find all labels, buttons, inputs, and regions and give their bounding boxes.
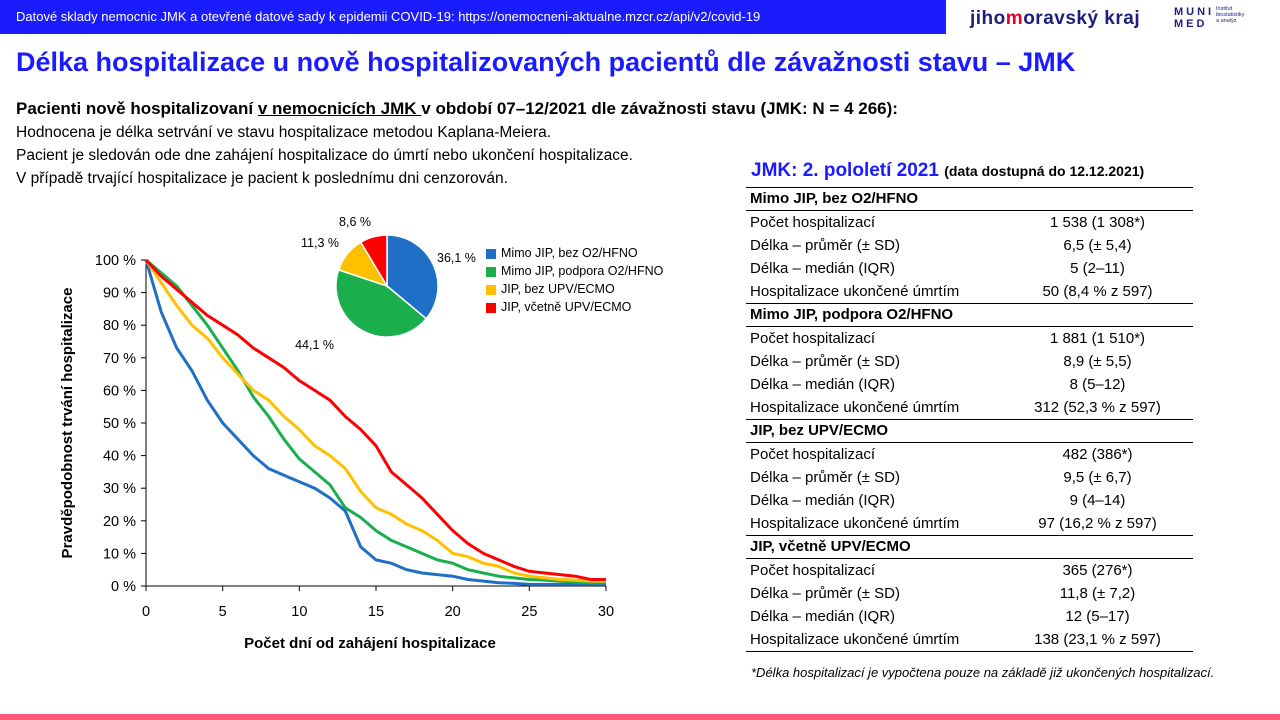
med-text: MED [1174,18,1208,30]
y-tick-label: 30 % [102,481,136,498]
row-value: 138 (23,1 % z 597) [1034,631,1161,648]
row-value: 9,5 (± 6,7) [1063,469,1132,486]
table-row [746,234,1193,257]
group-head-jip-vcetne-upv: JIP, včetně UPV/ECMO [746,536,1193,559]
x-tick-label: 15 [367,604,385,620]
y-tick-label: 20 % [102,513,136,530]
km-chart [0,190,730,660]
legend-entry: JIP, včetně UPV/ECMO [501,300,632,314]
row-label: Hospitalizace ukončené úmrtím [750,515,960,532]
row-label: Délka – medián (IQR) [750,260,896,277]
stats-panel-note: (data dostupná do 12.12.2021) [944,163,1145,179]
pie-value-label: 8,6 % [339,215,371,229]
row-value: 8 (5–12) [1069,376,1126,393]
y-tick-label: 10 % [102,546,136,563]
table-row [746,373,1193,396]
row-value: 5 (2–11) [1070,260,1125,277]
row-label: Délka – průměr (± SD) [750,469,900,486]
row-label: Délka – medián (IQR) [750,608,896,625]
x-tick-label: 5 [218,604,227,620]
row-value: 6,5 (± 5,4) [1063,237,1132,254]
group-head-mimo-jip-podpora-o2: Mimo JIP, podpora O2/HFNO [746,304,1193,327]
x-tick-label: 25 [521,604,538,620]
page-title: Délka hospitalizace u nově hospitalizovaných pacientů dle závažnosti stavu – JMK [16,47,1076,77]
table-row [746,350,1193,373]
table-row [746,559,1193,582]
subtitle [16,99,898,119]
legend-swatch [486,249,496,259]
row-label: Hospitalizace ukončené úmrtím [750,283,960,300]
jmk-logo-pre: jiho [970,8,1006,29]
y-tick-label: 90 % [102,285,136,302]
group-head-jip-bez-upv: JIP, bez UPV/ECMO [746,420,1193,443]
stats-table [746,187,1193,652]
table-row [746,582,1193,605]
x-tick-label: 0 [141,604,151,620]
legend-swatch [486,267,496,277]
y-axis-label: Pravděpodobnost trvání hospitalizace [59,287,76,559]
table-row [746,443,1193,466]
y-tick-label: 60 % [102,383,136,400]
row-label: Délka – medián (IQR) [750,376,896,393]
subtitle-part-2: v nemocnicích JMK [257,99,422,118]
table-row [746,396,1193,420]
row-label: Délka – průměr (± SD) [750,585,900,602]
group-head-mimo-jip-bez-o2: Mimo JIP, bez O2/HFNO [746,188,1193,211]
y-tick-label: 70 % [102,350,136,367]
jmk-logo [970,8,1140,30]
x-tick-label: 10 [291,604,308,620]
row-label: Hospitalizace ukončené úmrtím [750,631,960,648]
row-label: Počet hospitalizací [750,214,876,231]
row-value: 312 (52,3 % z 597) [1034,399,1161,416]
legend-entry: Mimo JIP, podpora O2/HFNO [501,264,664,278]
legend-swatch [486,303,496,313]
institute-logo-text [1216,6,1244,24]
source-text: Datové sklady nemocnic JMK a otevřené datové sady k epidemii COVID-19: https://onemocneni-aktualne.mzcr.cz/api/v2/covid-19 [16,9,761,24]
y-tick-label: 50 % [102,416,136,432]
table-row [746,280,1193,304]
row-label: Počet hospitalizací [750,330,876,347]
description-line-2: Pacient je sledován ode dne zahájení hospitalizace do úmrtí nebo ukončení hospitalizace. [16,147,633,164]
pie-value-label: 44,1 % [295,338,334,352]
institute-line-2: biostatistiky [1216,12,1245,18]
row-value: 482 (386*) [1062,446,1133,463]
pie-value-label: 11,3 % [301,236,339,250]
row-label: Počet hospitalizací [750,446,876,463]
row-value: 1 538 (1 308*) [1049,214,1146,231]
subtitle-part-1: Pacienti nově hospitalizovaní [16,99,258,118]
x-tick-label: 30 [597,604,615,620]
row-value: 50 (8,4 % z 597) [1042,283,1153,300]
row-value: 365 (276*) [1062,562,1133,579]
x-axis-label: Počet dní od zahájení hospitalizace [244,635,496,652]
jmk-logo-accent: m [1005,8,1024,29]
row-label: Hospitalizace ukončené úmrtím [750,399,960,416]
source-banner [0,0,946,34]
legend-swatch [486,285,496,295]
jmk-logo-post: oravský kraj [1023,8,1141,29]
row-label: Počet hospitalizací [750,562,876,579]
table-row [746,489,1193,512]
row-label: Délka – průměr (± SD) [750,237,900,254]
row-value: 8,9 (± 5,5) [1063,353,1132,370]
pie-value-label: 36,1 % [437,251,476,265]
legend-entry: Mimo JIP, bez O2/HFNO [501,246,638,260]
table-row [746,257,1193,280]
description-line-3: V případě trvající hospitalizace je pacient k poslednímu dni cenzorován. [16,170,508,187]
institute-line-3: a analýz [1216,18,1237,24]
bottom-accent-bar [0,714,1280,720]
table-row [746,466,1193,489]
subtitle-part-3: v období 07–12/2021 dle závažnosti stavu (JMK: N = 4 266): [421,99,898,118]
stats-panel-title-main: JMK: 2. pololetí 2021 [751,160,939,181]
table-row [746,211,1193,234]
row-value: 11,8 (± 7,2) [1059,585,1136,602]
legend-entry: JIP, bez UPV/ECMO [501,282,615,296]
muni-med-logo [1174,6,1214,30]
y-tick-label: 80 % [102,318,136,335]
x-tick-label: 20 [444,604,461,620]
table-row [746,512,1193,536]
table-row [746,628,1193,652]
row-label: Délka – medián (IQR) [750,492,896,509]
institute-line-1: Institut [1216,6,1233,12]
y-tick-label: 0 % [111,579,136,595]
row-value: 1 881 (1 510*) [1049,330,1146,347]
y-tick-label: 100 % [94,253,136,269]
table-row [746,605,1193,628]
row-value: 12 (5–17) [1065,608,1130,625]
y-tick-label: 40 % [102,448,136,465]
table-row [746,327,1193,350]
description-line-1: Hodnocena je délka setrvání ve stavu hospitalizace metodou Kaplana-Meiera. [16,124,552,141]
row-value: 97 (16,2 % z 597) [1038,515,1157,532]
muni-text: MUNI [1174,6,1215,18]
row-label: Délka – průměr (± SD) [750,353,900,370]
stats-panel-title [751,160,1144,182]
row-value: 9 (4–14) [1069,492,1126,509]
footnote: *Délka hospitalizací je vypočtena pouze na základě již ukončených hospitalizací. [751,665,1215,680]
